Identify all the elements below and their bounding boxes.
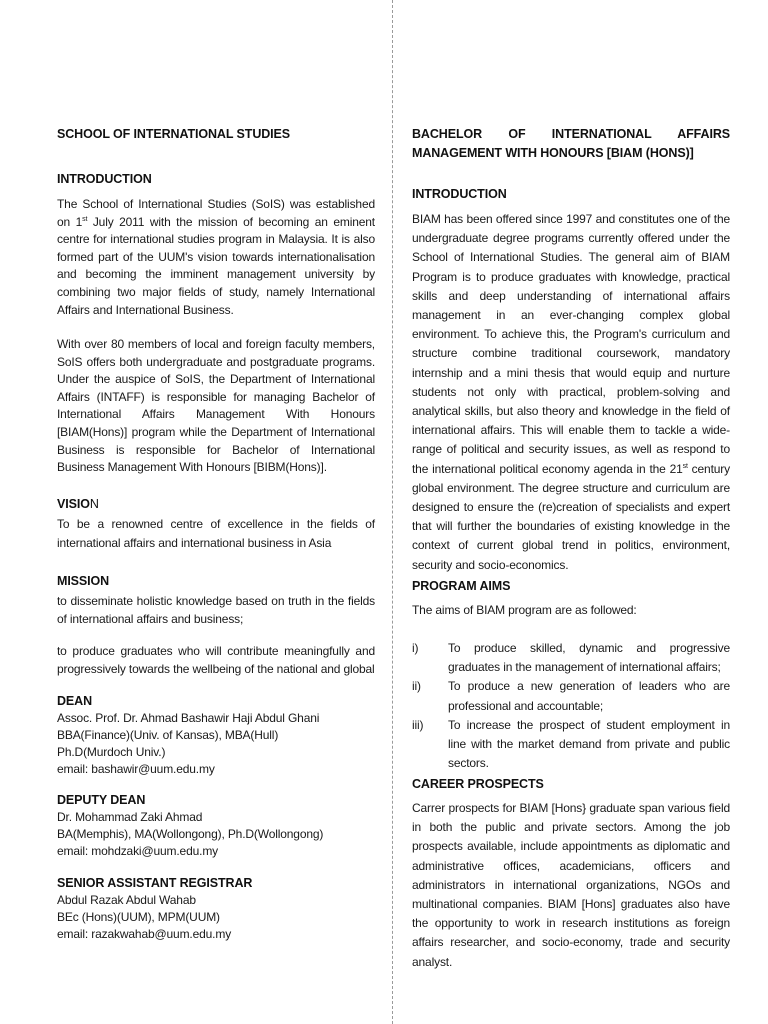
intro-paragraph-2: With over 80 members of local and foreign faculty members, SoIS offers both undergraduate and postgraduate programs. Under the auspice of SoIS, the Department of International Affairs (INTAFF) is responsible for managing Bachelor of International Affairs Management With Honours [BIAM(Hons)] program while the Department of International Business is responsible for Bachelor of International Business Management With Honours [BIBM(Hons)].	[57, 337, 375, 475]
intro-p1-sup: st	[82, 215, 88, 223]
intro-p1-text: The School of International Studies (SoIS) was established on 1	[57, 197, 375, 229]
intro-heading-right: INTRODUCTION	[412, 187, 507, 201]
aim-item	[412, 716, 730, 774]
program-aims-list	[412, 639, 730, 773]
vision-heading	[57, 497, 99, 511]
biam-intro-text: BIAM has been offered since 1997 and constitutes one of the undergraduate degree programs currently offered under the School of International Studies. The general aim of BIAM Program is to produce graduates with knowledge, practical skills and deep understanding of international affairs management in an ever-changing complex global environment. To achieve this, the Program's curriculum and structure combine traditional coursework, mandatory internship and a mini thesis that would equip and nurture students not only with practical, problem-solving and analytical skills, but also theory and knowledge in the field of international affairs. This will enable them to tackle a wide-range of political and security issues, as well as respond to the international political economy agenda in the 21	[412, 212, 730, 476]
registrar-degree: BEc (Hons)(UUM), MPM(UUM)	[57, 910, 220, 924]
aim-number: ii)	[412, 679, 421, 694]
vision-text: To be a renowned centre of excellence in the fields of international affairs and international business in Asia	[57, 517, 375, 551]
vision-heading-bold: VISIO	[57, 497, 90, 511]
program-aims-heading: PROGRAM AIMS	[412, 579, 511, 593]
deputy-dean-heading: DEPUTY DEAN	[57, 793, 146, 807]
biam-intro-paragraph	[412, 210, 730, 575]
intro-p1-text-rest: July 2011 with the mission of becoming an eminent centre for international studies program in Malaysia. It is also formed part of the UUM's vision towards internationalisation and becoming the imminent management university by combining two major fields of study, namely International Affairs and International Business.	[57, 214, 375, 317]
dean-degree-1: BBA(Finance)(Univ. of Kansas), MBA(Hull)	[57, 728, 279, 742]
program-aims-intro: The aims of BIAM program are as followed:	[412, 603, 637, 617]
aim-text: To increase the prospect of student employment in line with the market demand from private and public sectors.	[448, 717, 730, 771]
dean-heading: DEAN	[57, 694, 93, 708]
registrar-email: email: razakwahab@uum.edu.my	[57, 927, 232, 941]
mission-item-2: to produce graduates who will contribute meaningfully and progressively towards the wellbeing of the national and global	[57, 644, 375, 676]
deputy-dean-name: Dr. Mohammad Zaki Ahmad	[57, 810, 203, 824]
aim-number: i)	[412, 641, 419, 655]
dean-email: email: bashawir@uum.edu.my	[57, 762, 215, 776]
aim-item	[412, 639, 730, 677]
aim-text: To produce skilled, dynamic and progressive graduates in the management of international affairs;	[448, 641, 730, 675]
mission-item-1: to disseminate holistic knowledge based on truth in the fields of international affairs and business;	[57, 594, 375, 626]
intro-heading-left: INTRODUCTION	[57, 172, 152, 186]
aim-text: To produce a new generation of leaders who are professional and accountable;	[448, 679, 730, 713]
school-title: SCHOOL OF INTERNATIONAL STUDIES	[57, 127, 291, 141]
registrar-heading: SENIOR ASSISTANT REGISTRAR	[57, 876, 253, 890]
mission-heading: MISSION	[57, 574, 110, 588]
dean-degree-2: Ph.D(Murdoch Univ.)	[57, 745, 166, 759]
deputy-dean-degree: BA(Memphis), MA(Wollongong), Ph.D(Wollongong)	[57, 827, 324, 841]
intro-paragraph-1	[57, 196, 375, 319]
career-prospects-heading: CAREER PROSPECTS	[412, 777, 544, 791]
column-divider	[392, 0, 393, 1024]
career-prospects-text: Carrer prospects for BIAM [Hons} graduate span various field in both the public and private sectors. Among the job prospects available, include appointments as diplomatic and administrative offices, academicians, officers and administrators in international organizations, NGOs and multinational companies. BIAM [Hons] graduates also have the opportunity to work in research institutions as foreign affairs researcher, and socio-economy, trade and security analyst.	[412, 801, 730, 969]
program-title: BACHELOR OF INTERNATIONAL AFFAIRS MANAGEMENT WITH HONOURS [BIAM (HONS)]	[412, 127, 730, 160]
aim-number: iii)	[412, 717, 424, 732]
biam-intro-text-rest: century global environment. The degree structure and curriculum are designed to ensure the (re)creation of specialists and expert that will further the boundaries of existing knowledge in the context of current global trend in politics, environment, security and socio-economics.	[412, 461, 730, 572]
vision-heading-rest: N	[89, 497, 99, 511]
biam-intro-sup: st	[682, 462, 688, 470]
dean-name: Assoc. Prof. Dr. Ahmad Bashawir Haji Abdul Ghani	[57, 711, 320, 725]
aim-item	[412, 677, 730, 715]
registrar-name: Abdul Razak Abdul Wahab	[57, 893, 196, 907]
deputy-dean-email: email: mohdzaki@uum.edu.my	[57, 844, 219, 858]
